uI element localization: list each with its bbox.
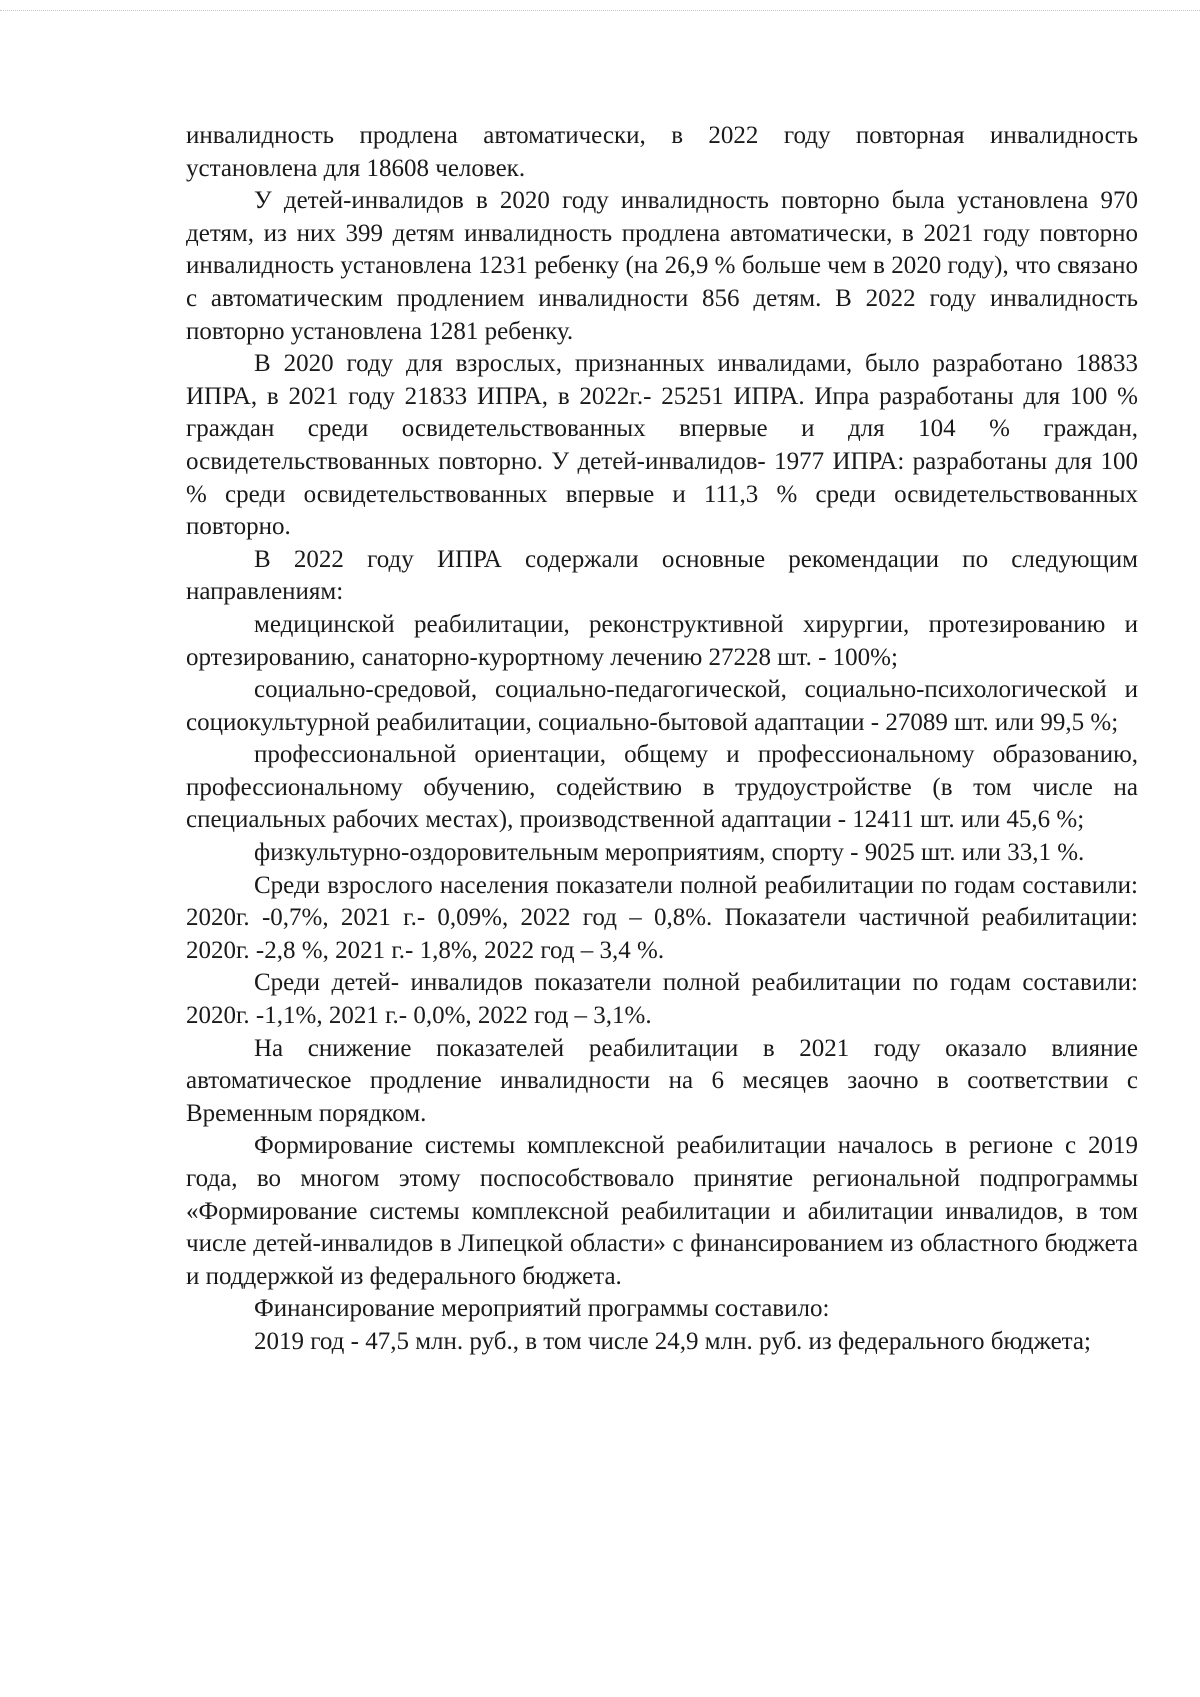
list-item-sport: физкультурно-оздоровительным мероприятиям, спорту - 9025 шт. или 33,1 %. bbox=[254, 839, 1085, 867]
scan-edge-line bbox=[0, 10, 1200, 12]
paragraph-children-rehabilitation-rates: Среди детей- инвалидов показатели полной реабилитации по годам составили: 2020г. -1,1%, 2021 г.- 0,0%, 2022 год – 3,1%. bbox=[186, 969, 1138, 1030]
paragraph-adult-rehabilitation-rates: Среди взрослого населения показатели полной реабилитации по годам составили: 2020г. -0,7%, 2021 г.- 0,09%, 2022 год – 0,8%. Показатели частичной реабилитации: 2020г. -2,8 %, 2021 г.- 1,8%, 2022 год – 3,4 %. bbox=[186, 871, 1138, 964]
paragraph-rehabilitation-decline: На снижение показателей реабилитации в 2021 году оказало влияние автоматическое продление инвалидности на 6 месяцев заочно в соответствии с Временным порядком. bbox=[186, 1034, 1138, 1127]
list-item-social-rehabilitation: социально-средовой, социально-педагогической, социально-психологической и социокультурной реабилитации, социально-бытовой адаптации - 27089 шт. или 99,5 %; bbox=[186, 676, 1138, 736]
paragraph-continuation: инвалидность продлена автоматически, в 2022 году повторная инвалидность установлена для 18608 человек. bbox=[186, 122, 1138, 182]
paragraph-system-formation: Формирование системы комплексной реабилитации началось в регионе с 2019 года, во многом этому поспособствовало принятие региональной подпрограммы «Формирование системы комплексной реабилитации и абилитации инвалидов, в том числе детей-инвалидов в Липецкой области» с финансированием из областного бюджета и поддержкой из федерального бюджета. bbox=[186, 1132, 1138, 1290]
list-item-professional-orientation: профессиональной ориентации, общему и профессиональному образованию, профессиональному обучению, содействию в трудоустройстве (в том числе на специальных рабочих местах), производственной адаптации - 12411 шт. или 45,6 %; bbox=[186, 741, 1138, 834]
paragraph-financing-intro: Финансирование мероприятий программы составило: bbox=[254, 1295, 830, 1323]
paragraph-financing-2019: 2019 год - 47,5 млн. руб., в том числе 24,9 млн. руб. из федерального бюджета; bbox=[254, 1327, 1091, 1355]
document-body bbox=[186, 120, 1138, 1359]
paragraph-ipra-directions-intro: В 2022 году ИПРА содержали основные рекомендации по следующим направлениям: bbox=[186, 545, 1138, 606]
list-item-medical-rehabilitation: медицинской реабилитации, реконструктивной хирургии, протезированию и ортезированию, санаторно-курортному лечению 27228 шт. - 100%; bbox=[186, 610, 1138, 671]
paragraph-children-repeat-disability: У детей-инвалидов в 2020 году инвалидность повторно была установлена 970 детям, из них 399 детям инвалидность продлена автоматически, в 2021 году повторно инвалидность установлена 1231 ребенку (на 26,9 % больше чем в 2020 году), что связано с автоматическим продлением инвалидности 856 детям. В 2022 году инвалидность повторно установлена 1281 ребенку. bbox=[186, 187, 1138, 345]
paragraph-ipra-development: В 2020 году для взрослых, признанных инвалидами, было разработано 18833 ИПРА, в 2021 году 21833 ИПРА, в 2022г.- 25251 ИПРА. Ипра разработаны для 100 % граждан среди освидетельствованных впервые и для 104 % граждан, освидетельствованных повторно. У детей-инвалидов- 1977 ИПРА: разработаны для 100 % среди освидетельствованных впервые и 111,3 % среди освидетельствованных повторно. bbox=[186, 350, 1138, 541]
